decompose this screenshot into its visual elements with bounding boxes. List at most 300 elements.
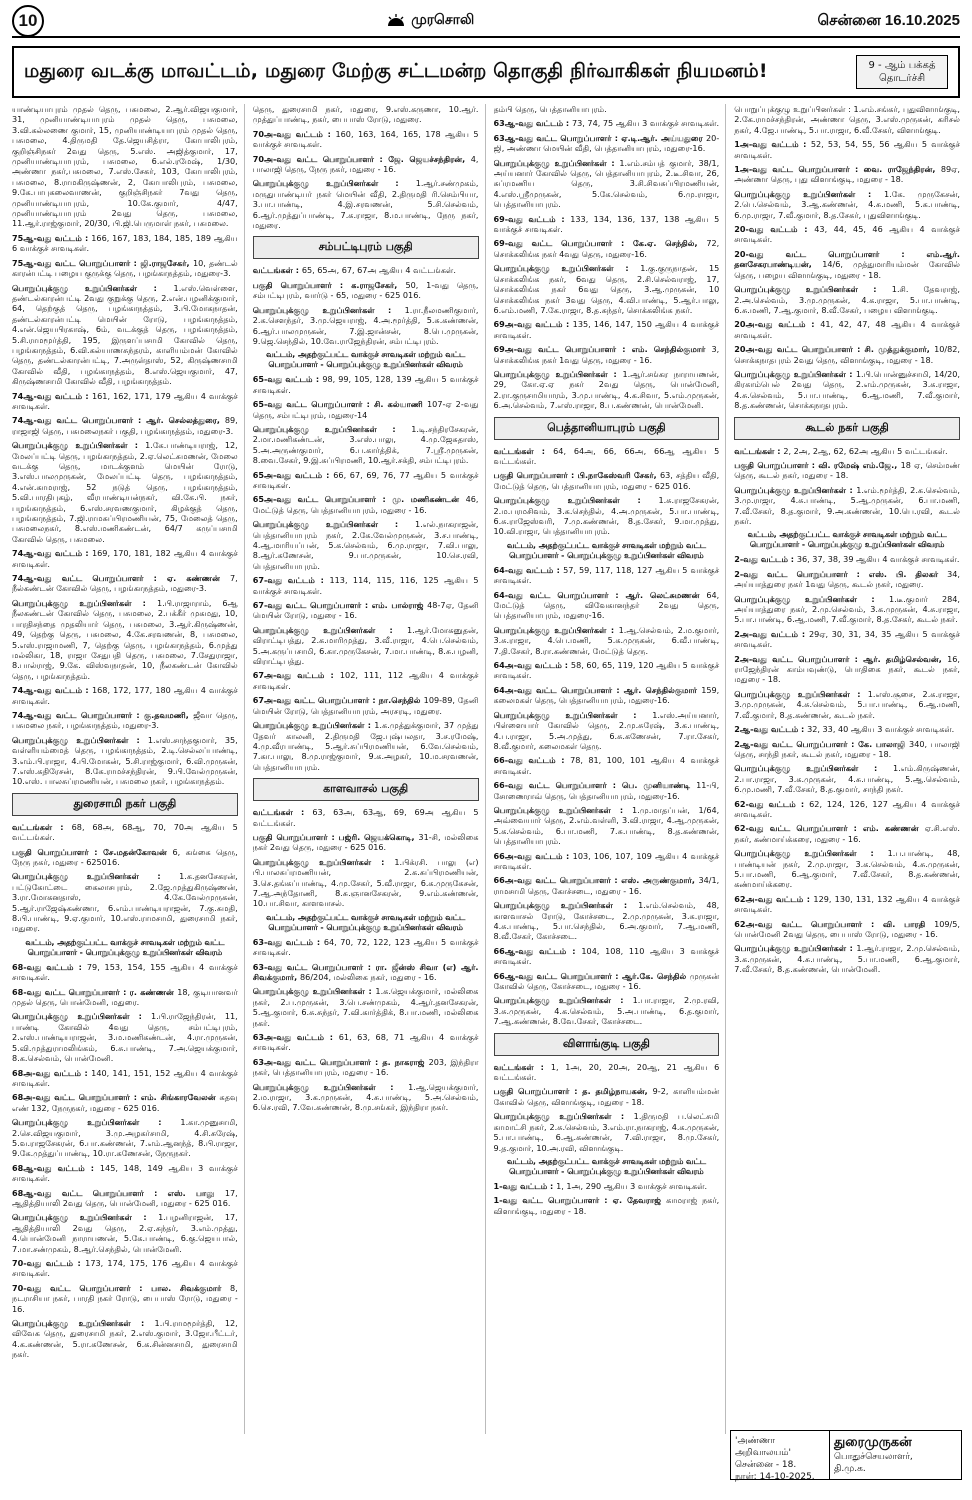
paragraph-lead: பொறுப்புக்குழு உறுப்பினர்கள் : xyxy=(493,624,619,635)
appointment-paragraph xyxy=(494,344,720,365)
paragraph-lead: 74ஆ-வது வட்ட பொறுப்பாளர் : கு.தவமணி, xyxy=(12,709,194,720)
appointment-paragraph xyxy=(494,710,720,752)
appointment-paragraph xyxy=(253,154,479,175)
paragraph-lead: பொறுப்புக்குழு உறுப்பினர்கள் : xyxy=(12,871,180,882)
paragraph-lead: 62-வது வட்டம் : xyxy=(734,798,810,809)
paragraph-lead: பொறுப்புக்குழு உறுப்பினர்கள் : xyxy=(734,188,884,199)
paragraph-text: 129, 130, 131, 132 ஆகிய 4 வாக்குச் சாவடிகள். xyxy=(734,893,960,915)
paragraph-lead: வட்டங்கள் : xyxy=(493,1061,551,1072)
paragraph-lead: பொறுப்புக்குழு உறுப்பினர்கள் : xyxy=(734,484,857,495)
paragraph-lead: 1அ-வது வட்டம் : xyxy=(734,139,811,150)
appointment-paragraph xyxy=(734,763,960,794)
issue-info xyxy=(731,1431,830,1482)
section-note: வட்டம், அதற்குட்பட்ட வாக்குச் சாவடிகள் மற்றும் வட்ட பொறுப்பாளர் - பொறுப்புக்குழு உறுப்பினர்கள் விவரம் xyxy=(747,530,947,550)
paragraph-lead: 2அ-வது வட்டம் : xyxy=(734,628,809,639)
appointment-paragraph xyxy=(253,424,479,466)
appointment-paragraph xyxy=(253,937,479,958)
paragraph-lead: 2அ-வது வட்ட பொறுப்பாளர் : ஆர். தமிழ்செல்வன், xyxy=(734,653,948,664)
appointment-paragraph xyxy=(734,799,960,820)
paragraph-text: 1.ஆர்.சங்கர நாராயணன், 29, கோ.ஏ.ஏ நகர் 2வது தெரு, பொன்மேனி, 2.ரா.குருசாமியாரம், 3.மு.பாண்டி, 4.க.சிவா, 5.எம்.முருகன், 6.அ.செல்வம், 7.எஸ்.ராஜா, 8.ப.கண்ணன், பொன்மேனி. xyxy=(493,368,720,411)
appointment-paragraph xyxy=(494,755,720,776)
signatory xyxy=(830,1431,961,1479)
paragraph-text: 1.ஆர்.சண்முகம், மருதுபாண்டியர் நகர் மெயின் வீதி, 2.திருமதி ரி.செம்பியா, 3.பா.பாண்டி, 4.இ.சரவணன், 5.சி.செல்வம், 6.ஆர்.முத்துப்பாண்டி, 7.க.ராஜா, 8.ம.பாண்டி, நேரு நகர், மதுரை. xyxy=(252,178,479,231)
paragraph-text: 64, 64அ, 66, 66அ, 66ஆ ஆகிய 5 வட்டங்கள். xyxy=(493,445,720,466)
paragraph-text: 6, கங்கை தெரு, நேரு நகர், மதுரை - 625016. xyxy=(12,846,238,867)
city: சென்னை xyxy=(817,11,881,29)
paragraph-lead: 68அ-வது வட்டம் : xyxy=(12,1067,92,1078)
paragraph-text: 14/6, முத்துமாரியம்மன் கோவில் தெரு, பழைய விளாங்குடி, மதுரை - 18. xyxy=(734,259,960,280)
paragraph-lead: 2ஆ-வது வட்ட பொறுப்பாளர் : கே. பாலாஜி xyxy=(734,738,910,749)
paragraph-text: 1.எம்.செல்வம், 48, காளவாசல் ரோடு, கோச்சடை, 2.மு.முருகன், 3.க.ராஜா, 4.சு.பாண்டி, 5.பா.செந்தில், 6.அ.குமார், 7.ஆ.மணி, 8.வீ.சேகர், கோச்சடை. xyxy=(493,900,720,942)
appointment-paragraph xyxy=(12,710,238,731)
paragraph-text: 1.பி.ராஜேந்திரன், 11, பாண்டி கோவில் 4வது தெரு, சம்பட்டிபுரம், 2.எஸ்.பாண்டியராஜன், 3.ம.மணிகண்டன், 4.ரா.முருகன், 5.வி.முத்துராமலிங்கம், 6.சு.பாண்டி, 7.அ.ஜெயக்குமார், 8.க.செல்வம், பொன்மேனி. xyxy=(12,1011,238,1064)
paragraph-text: 9-2, காளியம்மன் கோவில் தெரு, விளாங்குடி, மதுரை - 18. xyxy=(493,1086,720,1107)
paragraph-text: 17, ஆதித்தியாலி 2வது தெரு, பொன்மேனி, மதுரை - 625 016. xyxy=(12,1187,238,1208)
paragraph-lead: பகுதி பொறுப்பாளர் : க.ராஜசேகர், xyxy=(252,279,406,290)
appointment-paragraph xyxy=(253,807,479,828)
paragraph-text: 1.பழனிராஜன், 17, ஆதித்தியாலி 2வது தெரு, 2.ஏ.சுந்தர், 3.எம்.முத்து, 4.பொன்மேனி நாராயணன், 5.கே.பாண்டி, 6.கு.ஜெயபால், 7.மா.சண்முகம், 8.ஆர்.செந்தில், பொன்மேனி. xyxy=(12,1212,238,1254)
paragraph-text: 11-பி, சோணைராவ் தெரு, பெத்தானியாபுரம், மதுரை-16. xyxy=(493,780,720,801)
appointment-paragraph xyxy=(253,265,479,275)
paragraph-lead: பொறுப்புக்குழு உறுப்பினர்கள் : xyxy=(493,709,653,720)
paragraph-text: 1.எல்.நாகராஜன், பெத்தானியாபுரம் நகர், 2.கே.வேல்முருகன், 3.ச.பாண்டி, 4.ஆ.மாரியப்பன், 5.க.செல்வம், 6.மு.ராஜா, 7.வி.பாலு, 8.ஆர்.கணேசன், 9.பா.முருகன், 10.செ.ரவி, பெத்தானியாபுரம். xyxy=(252,519,479,571)
appointment-paragraph xyxy=(12,1212,238,1254)
paragraph-text: 34/1, ராமசாமி தெரு, கோச்சடை, மதுரை - 16. xyxy=(493,875,720,896)
section-note: வட்டம், அதற்குட்பட்ட வாக்குச் சாவடிகள் மற்றும் வட்ட பொறுப்பாளர் - பொறுப்புக்குழு உறுப்பினர்கள் விவரம் xyxy=(506,540,706,560)
appointment-paragraph xyxy=(494,319,720,340)
appointment-paragraph xyxy=(12,987,238,1008)
paragraph-lead: 65-வது வட்ட பொறுப்பாளர் : சி. கல்யாணி xyxy=(252,399,428,410)
paragraph-text: 8, நடராசியா நகர், பாரதி நகர் ரோடு, பைபாஸ் ரோடு, மதுரை - 16. xyxy=(12,1282,238,1314)
paragraph-lead: பொறுப்புக்குழு உறுப்பினர்கள் : xyxy=(252,856,395,867)
paragraph-text: 1.க.ஜெயக்குமார், மல்லிகை நகர், 2.ப.முருகன், 3.பெ.சண்முகம், 4.ஆர்.தனசேகரன், 5.ஆ.குமார், 6.சு.சுந்தர், 7.வி.கார்த்திக், 8.பா.மணி, மல்லிகை நகர். xyxy=(252,986,479,1028)
paragraph-text: 1.எஸ்.சூசை, 2.க.ராஜா, 3.மு.முருகன், 4.சு.செல்வம், 5.பா.பாண்டி, 6.ஆ.மணி, 7.வீ.குமார், 8.த.கண்ணன், கூடல் நகர். xyxy=(734,688,960,720)
appointment-paragraph xyxy=(734,894,960,915)
appointment-paragraph xyxy=(12,391,238,412)
paragraph-text: 78, 81, 100, 101 ஆகிய 4 வாக்குச் சாவடிகள். xyxy=(493,755,720,776)
appointment-paragraph xyxy=(494,495,720,537)
paragraph-lead: 64-வது வட்டம் : xyxy=(493,564,564,575)
paragraph-text: 109/5, பொன்மேனி 2வது தெரு, பைபாஸ் ரோடு, மதுரை - 16. xyxy=(734,918,960,939)
paragraph-lead: 68ஆ-வது வட்ட பொறுப்பாளர் : எஸ். பாலு xyxy=(12,1187,225,1198)
paragraph-text: 1.க.தனசேகரன், பட்டுகோட்டை கைலாசபுரம், 2.ஜே.முத்துகிருஷ்ணன், 3.ரா.மோகனதாஸ், 4.கே.வேல்முருகன், 5.ஆர்.ராஜேஷ்கண்ணா, 6.எம்.பாண்டியராஜன், 7.கு.சுமதி, 8.பி.பாண்டி, 9.ஏ.குமார், 10.எஸ்.ராமசாமி, துரைசாமி நகர், மதுரை. xyxy=(12,871,238,934)
appointment-paragraph xyxy=(12,1258,238,1279)
paragraph-text: 86/204, மல்லிகை நகர், மதுரை - 16. xyxy=(300,972,437,982)
paragraph-text: 64, மேட்டுத் தெரு, விவேகானந்தர் 2வது தெரு, பெத்தானியாபுரம், மதுரை-16. xyxy=(493,589,720,621)
paragraph-text: 52, 53, 54, 55, 56 ஆகிய 5 வாக்குச் சாவடிகள். xyxy=(734,139,960,160)
paragraph-text: 1.பா.ராஜா, 2.மு.ரவி, 3.சு.முருகன், 4.க.செல்வம், 5.அ.பாண்டி, 6.த.குமார், 7.ஆ.கண்ணன், 8.வே.சேகர், கோச்சடை. xyxy=(493,995,720,1027)
paragraph-lead: பகுதி பொறுப்பாளர் : பி.நாகேஸ்வரி சேகர், xyxy=(493,470,660,481)
paragraph-lead: 66ஆ-வது வட்ட பொறுப்பாளர் : ஆர்.கே. செந்தில் xyxy=(493,970,690,981)
paragraph-lead: 66ஆ-வது வட்டம் : xyxy=(493,945,582,956)
appointment-paragraph xyxy=(12,548,238,569)
appointment-paragraph xyxy=(12,962,238,983)
paragraph-text: 18 ஏ, செம்மண் தெரு, கூடல் நகர், மதுரை - 18. xyxy=(734,459,960,481)
section-note: வட்டம், அதற்குட்பட்ட வாக்குச் சாவடிகள் மற்றும் வட்ட பொறுப்பாளர் - பொறுப்புக்குழு உறுப்பினர்கள் விவரம் xyxy=(266,350,466,370)
appointment-paragraph xyxy=(494,1195,720,1216)
paragraph-lead: 20அ-வது வட்ட பொறுப்பாளர் : சி. முத்துக்குமார், xyxy=(734,344,935,355)
paragraph-text: 58, 60, 65, 119, 120 ஆகிய 5 வாக்குச் சாவடிகள். xyxy=(493,660,720,681)
appointment-paragraph xyxy=(253,519,479,571)
appointment-paragraph xyxy=(12,1188,238,1209)
paragraph-lead: பகுதி பொறுப்பாளர் : த. தமிழ்நாயகன், xyxy=(493,1086,653,1097)
paragraph-text: 89ஏ, அண்ணா தெரு, புது விளாங்குடி, மதுரை - 18. xyxy=(734,164,960,185)
paragraph-lead: பொறுப்புக்குழு உறுப்பினர்கள் : xyxy=(493,263,641,274)
paragraph-lead: 62-வது வட்ட பொறுப்பாளர் : எம். கண்ணன் xyxy=(734,823,925,834)
paragraph-lead: 66அ-வது வட்ட பொறுப்பாளர் : எஸ். அருண்குமார், xyxy=(493,875,699,886)
appointment-paragraph xyxy=(494,1086,720,1107)
paragraph-text: 140, 141, 151, 152 ஆகிய 4 வாக்குச் சாவடிகள். xyxy=(12,1067,238,1088)
paragraph-lead: பகுதி பொறுப்பாளர் : வி. ரமேஷ் எம்.ஜே., xyxy=(734,459,901,470)
paragraph-text: 34, அய்யாத்துரை நகர் 1வது தெரு, கூடல் நகர், மதுரை. xyxy=(734,568,960,590)
appointment-paragraph xyxy=(494,590,720,621)
appointment-paragraph xyxy=(494,946,720,967)
paragraph-text: 66, 67, 69, 76, 77 ஆகிய 5 வாக்குச் சாவடிகள். xyxy=(252,469,479,490)
paragraph-text: 50, 1-வது தெரு, சம்பட்டிபுரம், வார்டு - 65, மதுரை - 625 016. xyxy=(252,279,479,301)
paragraph-text: 104, 108, 110 ஆகிய 3 வாக்குச் சாவடிகள். xyxy=(493,945,720,967)
appointment-paragraph xyxy=(12,104,238,229)
appointment-paragraph xyxy=(734,104,960,135)
paragraph-text: 68, 68அ, 68ஆ, 70, 70அ ஆகிய 5 வட்டங்கள். xyxy=(12,821,238,843)
appointment-paragraph xyxy=(494,805,720,847)
paragraph-lead: 69-வது வட்ட பொறுப்பாளர் : கே.ஏ. செந்தில், xyxy=(493,238,707,249)
paragraph-lead: 1அ-வது வட்ட பொறுப்பாளர் : வை. ராஜேந்திரன், xyxy=(734,164,941,175)
paragraph-lead: 1-வது வட்டம் : xyxy=(493,1180,557,1191)
appointment-paragraph xyxy=(253,1082,479,1113)
signature-box xyxy=(730,1430,962,1480)
appointment-paragraph xyxy=(494,238,720,259)
paragraph-lead: பொறுப்புக்குழு உறுப்பினர்கள் : xyxy=(12,597,157,608)
appointment-paragraph xyxy=(734,139,960,160)
paragraph-lead: 65அ-வது வட்டம் : xyxy=(252,469,334,480)
paragraph-text: 2, 2அ, 2ஆ, 62, 62அ ஆகிய 5 வட்டங்கள். xyxy=(783,445,948,456)
paragraph-text: 161, 162, 171, 179 ஆகிய 4 வாக்குச் சாவடிகள். xyxy=(12,390,238,411)
paragraph-lead: 74ஆ-வது வட்டம் : xyxy=(12,548,92,559)
appointment-paragraph xyxy=(12,1283,238,1314)
paragraph-text: 168, 172, 177, 180 ஆகிய 4 வாக்குச் சாவடிகள். xyxy=(12,685,238,706)
paragraph-text: 1.ஆர்.மோகனுதன், விராட்டிபத்து, 2.க.மாரிமுத்து, 3.வீ.ராஜா, 4.பெ.செல்வம், 5.அ.கருப்பசாமி, 6.கா.முருகேசன், 7.மா.பாண்டி, 8.சு.பழனி, விராட்டிபத்து. xyxy=(252,624,479,667)
paragraph-text: 48-7ஏ, தேனி மெயின் ரோடு, மதுரை - 16. xyxy=(252,600,479,621)
section-heading: காளவாசல் பகுதி xyxy=(253,778,479,801)
paragraph-text: 1.எம்.சம்பத் குமார், 38/1, அய்யனார் கோவில் தெரு, பெத்தானியாபுரம், 2.டீ.சிவா, 26, சுப்ரமணிய தெரு, 3.சி.சிவசுப்பிரமணியன், 4.எஸ்.ஸ்ரீமுருகன், 5.கே.செல்வம், 6.மு.ராஜா, பெத்தானியாபுரம். xyxy=(493,157,720,210)
appointment-paragraph xyxy=(12,598,238,681)
column-2 xyxy=(253,104,486,1434)
appointment-paragraph xyxy=(494,470,720,491)
paragraph-text: 57, 59, 117, 118, 127 ஆகிய 5 வாக்குச் சாவடிகள். xyxy=(493,564,720,586)
section-note: வட்டம், அதற்குட்பட்ட வாக்குச் சாவடிகள் மற்றும் வட்ட பொறுப்பாளர் - பொறுப்புக்குழு உறுப்பினர்கள் விவரம் xyxy=(25,937,225,957)
paragraph-lead: பொறுப்புக்குழு உறுப்பினர்கள் : xyxy=(734,284,892,295)
appointment-paragraph xyxy=(12,415,238,436)
paragraph-lead: 70அ-வது வட்ட பொறுப்பாளர் : ஜே. ஜெயச்சந்திரன், xyxy=(252,153,471,164)
appointment-paragraph xyxy=(494,446,720,467)
signer-designation: பொதுச்செயலாளர், xyxy=(834,1452,913,1462)
appointment-paragraph xyxy=(12,1068,238,1089)
paragraph-text: 166, 167, 183, 184, 185, 189 ஆகிய 6 வாக்குச் சாவடிகள். xyxy=(12,232,238,254)
paragraph-text: 1.ஆர்.ராஜா, 2.மு.செல்வம், 3.க.முருகன், 4.சு.பாண்டி, 5.பா.மணி, 6.ஆ.குமார், 7.வீ.சேகர், 8.த.கண்ணன், பொன்மேனி. xyxy=(734,943,960,975)
appointment-paragraph xyxy=(734,189,960,220)
appointment-paragraph xyxy=(494,214,720,235)
appointment-paragraph xyxy=(253,670,479,691)
paragraph-lead: பொறுப்புக்குழு உறுப்பினர்கள் : xyxy=(12,734,148,745)
paragraph-text: 31-சி, மல்லிகை நகர் 2வது தெரு, மதுரை - 625 016. xyxy=(252,831,479,853)
paragraph-lead: பொறுப்புக்குழு உறுப்பினர்கள் : xyxy=(12,440,146,451)
paragraph-lead: பொறுப்புக்குழு உறுப்பினர்கள் : xyxy=(493,157,620,168)
paragraph-text: 7, நீல்கண்டன் கோவில் தெரு, பழங்காநத்தம், மதுரை-3. xyxy=(12,573,238,594)
paragraph-text: 1.எஸ்.வெள்ளை, தண்டல்காரன்பட்டி 2வது குறுக்கு தெரு, 2.என்.பழனிக்குமார், 64, தெற்குத் தெரு, பழங்காநத்தம், 3.பி.மோகநாதன், தண்டல்காரன்பட்டி மெயின் ரோடு, பழங்காநத்தம், 4.என்.ஜெயபிரகாஷ், 6ம், வடக்குத் தெரு, பழங்காநத்தம், 5.சி.ராமமூர்த்தி, 195, இருளப்பசாமி கோவில் தெரு, பழங்காநத்தம், 6.வி.கல்யாணசுந்தரம், காளியம்மன் கோவில் தெரு, தண்டல்காரன்பட்டி, 7.அருள்தாஸ், 52, கிருஷ்ணசாமி கோவில் வீதி, பழங்காநத்தம், 8.எஸ்.ஜெயகுமார், 47, கிருஷ்ணசாமி கோவில் வீதி, பழங்காநத்தம். xyxy=(12,282,238,387)
paragraph-lead: வட்டங்கள் : xyxy=(252,265,302,276)
appointment-paragraph xyxy=(494,971,720,992)
appointment-paragraph xyxy=(734,344,960,365)
paragraph-lead: 68-வது வட்டம் : xyxy=(12,961,87,972)
appointment-paragraph xyxy=(494,565,720,586)
paragraph-lead: 63-வது வட்டம் : xyxy=(252,936,324,947)
paragraph-lead: பகுதி பொறுப்பாளர் : பஜ்ரி. ஜெயக்கொடி, xyxy=(252,831,419,842)
paragraph-lead: பகுதி பொறுப்பாளர் : சே.மதன்கோவன் xyxy=(12,846,173,857)
paragraph-lead: 20-வது வட்டம் : xyxy=(734,224,815,235)
paragraph-text: 1.கே.பாண்டியராஜ், 12, மேலப்பட்டி தெரு, பழங்காநத்தம், 2.ஏ.லெட்சுமணன், மேலை வடக்கு தெரு, மாடக்குளம் மெயின் ரோடு, 3.எஸ்.பாலமுருகன், மேலப்பட்டி தெரு, பழங்காநத்தம், 4.என்.காமராஜ், 52 நடுத் தெரு, பழங்காநத்தம், 5.வி.பாரதிபுகழ், வீரபாண்டியன்நகர், வி.கே.பி. நகர், பழங்காநத்தம், 6.எஸ்.சரவணகுமார், கிழக்குத் தெரு, பழங்காநத்தம், 7.ஜி.ராமசுப்பிரமணியன், 75, மேலைத் தெரு, பசுமலைநகர், 8.எஸ்.மணிகண்டன், 64/7 கருப்பசாமி கோவில் தெரு, பசுமலை. xyxy=(12,440,238,544)
paragraph-lead: 67அ-வது வட்டம் : xyxy=(252,670,340,681)
rising-sun-icon xyxy=(387,14,405,28)
section-note: வட்டம், அதற்குட்பட்ட வாக்குச் சாவடிகள் மற்றும் வட்ட பொறுப்பாளர் - பொறுப்புக்குழு உறுப்பினர்கள் விவரம் xyxy=(266,912,466,932)
appointment-paragraph xyxy=(253,399,479,420)
paragraph-lead: 74ஆ-வது வட்ட பொறுப்பாளர் : ஏ. கண்ணன் xyxy=(12,573,231,584)
appointment-paragraph xyxy=(734,943,960,974)
paragraph-text: 1.எம்.கிருஷ்ணன், 2.பா.ராஜா, 3.க.முருகன், 4.சு.பாண்டி, 5.ஆ.செல்வம், 6.மு.மணி, 7.வீ.சேகர், 8.த.குமார், சாந்தி நகர். xyxy=(734,763,960,795)
signer-name: துரைமுருகன் xyxy=(834,1435,912,1450)
appointment-paragraph xyxy=(734,823,960,844)
appointment-paragraph xyxy=(494,133,720,154)
paragraph-text: 16, ராஜேந்திரன் காம்பவுண்டு, பொதிகை நகர், கூடல் நகர், மதுரை - 18. xyxy=(734,653,960,685)
paragraph-lead: பொறுப்புக்குழு உறுப்பினர்கள் : xyxy=(734,368,856,379)
paragraph-lead: 74ஆ-வது வட்டம் : xyxy=(12,685,92,696)
appointment-paragraph xyxy=(253,178,479,230)
dateline xyxy=(817,12,960,31)
paragraph-text: 98, 99, 105, 128, 139 ஆகிய 5 வாக்குச் சாவடிகள். xyxy=(252,374,479,395)
appointment-paragraph xyxy=(253,695,479,716)
paper-name: முரசொலி xyxy=(411,12,475,28)
paragraph-text: பொறுப்புக்குழு உறுப்பினர்கள் : 1.எம்.சங்கர், புதுவிளாங்குடி, 2.கே.ராமச்சந்திரன், அண்ணா தெரு, 3.எஸ்.முருகன், கரிசல் நகர், 4.ஜே.பாண்டி, 5.பா.ராஜா, 6.வீ.சேகர், விளாங்குடி. xyxy=(734,104,960,135)
appointment-paragraph xyxy=(12,573,238,594)
appointment-paragraph xyxy=(494,685,720,706)
appointment-paragraph xyxy=(12,440,238,544)
paragraph-lead: 62அ-வது வட்ட பொறுப்பாளர் : வி. பாரதி xyxy=(734,918,935,929)
paragraph-text: 1.சு.ராஜசேகரன், 2.ம.பரமசிவம், 3.க.செந்தில், 4.அ.முருகன், 5.பா.பாண்டி, 6.சு.ராஜேஸ்வரி, 7.மு.கண்ணன், 8.த.சேகர், 9.மா.முத்து, 10.வி.ராஜா, பெத்தானியாபுரம். xyxy=(493,495,720,537)
appointment-paragraph xyxy=(734,594,960,625)
paragraph-lead: 20-வது வட்ட பொறுப்பாளர் : எம்.ஆர். தனசேகரபாண்டியன், xyxy=(734,248,960,270)
paragraph-text: 1.சி. தேவராஜ், 2.அ.செல்வம், 3.மு.முருகன், 4.க.ராஜா, 5.பா.பாண்டி, 6.சு.மணி, 7.ஆ.குமார், 8.வீ.சேகர், பழைய விளாங்குடி. xyxy=(734,284,960,315)
paragraph-lead: 68அ-வது வட்ட பொறுப்பாளர் : எம். சிங்காரவேலன் xyxy=(12,1092,220,1103)
appointment-paragraph xyxy=(494,625,720,656)
section-heading: கூடல் நகர் பகுதி xyxy=(734,417,960,440)
paragraph-text: 1, 1அ, 20, 20அ, 20ஆ, 21 ஆகிய 6 வட்டங்கள். xyxy=(493,1061,720,1083)
paragraph-text: முருகன் கோவில் தெரு, கோச்சடை, மதுரை - 16. xyxy=(493,970,720,992)
appointment-paragraph xyxy=(734,460,960,481)
paragraph-lead: பொறுப்புக்குழு உறுப்பினர்கள் : xyxy=(12,282,174,293)
appointment-paragraph xyxy=(253,129,479,150)
appointment-paragraph xyxy=(734,319,960,340)
appointment-paragraph xyxy=(494,118,720,128)
paragraph-lead: பொறுப்புக்குழு உறுப்பினர்கள் : xyxy=(493,495,659,506)
paragraph-lead: 74ஆ-வது வட்ட பொறுப்பாளர் : ஆர். செல்லத்துரை, xyxy=(12,415,225,426)
paragraph-text: 89, ராஜாஜி தெரு, பசுமலைநகர் பகுதி, பழங்காநத்தம், மதுரை-3. xyxy=(12,415,238,436)
appointment-paragraph xyxy=(734,689,960,720)
issue-date: 16.10.2025 xyxy=(884,11,960,29)
appointment-paragraph xyxy=(12,822,238,843)
paragraph-text: காமராஜ் நகர், விளாங்குடி, மதுரை - 18. xyxy=(493,1195,720,1216)
paragraph-text: 1.பிக்ரசி. பாலு (எ) பி.பாலசுப்ரமணியன், 2.க.சுப்பிரமணியன், 3.செ.தங்கப்பாண்டி, 4.மு.சேகர், 5.வீ.ராஜா, 6.க.முருகேசன், 7.ஆ.அந்தோணி, 8.சு.ஞானசேகரன், 9.எம்.கண்ணன், 10.பா.சிவா, காளவாசல். xyxy=(252,856,479,909)
paragraph-lead: பொறுப்புக்குழு உறுப்பினர்கள் : xyxy=(12,1212,159,1223)
paragraph-text: 103, 106, 107, 109 ஆகிய 4 வாக்குச் சாவடிகள். xyxy=(493,850,720,871)
paragraph-lead: பொறுப்புக்குழு உறுப்பினர்கள் : xyxy=(252,178,416,189)
appointment-paragraph xyxy=(494,900,720,942)
column-4 xyxy=(734,104,960,1434)
section-heading: துரைசாமி நகர் பகுதி xyxy=(12,793,238,816)
appointment-paragraph xyxy=(494,1181,720,1191)
appointment-paragraph xyxy=(12,871,238,933)
paragraph-text: 109-89, தேனி மெயின் ரோடு, பெத்தானியாபுரம், அரசரடி, மதுரை. xyxy=(252,695,479,716)
paragraph-text: 1, 1அ, 290 ஆகிய 3 வாக்குச் சாவடிகள். xyxy=(556,1180,708,1191)
appointment-paragraph xyxy=(734,224,960,245)
appointment-paragraph xyxy=(12,1011,238,1063)
paragraph-lead: 69அ-வது வட்ட பொறுப்பாளர் : எம். செந்தில்குமார் xyxy=(493,344,712,355)
appointment-paragraph xyxy=(12,258,238,279)
paragraph-lead: பொறுப்புக்குழு உறுப்பினர்கள் : xyxy=(252,624,407,635)
paragraph-text: 64, 70, 72, 122, 123 ஆகிய 5 வாக்குச் சாவடிகள். xyxy=(252,936,479,958)
paragraph-lead: வட்டங்கள் : xyxy=(734,445,784,456)
paragraph-lead: பொறுப்புக்குழு உறுப்பினர்கள் : xyxy=(734,763,893,774)
paragraph-text: 133, 134, 136, 137, 138 ஆகிய 5 வாக்குச் சாவடிகள். xyxy=(493,213,720,235)
paragraph-text: 72, சொக்கலிங்க நகர் 4வது தெரு, மதுரை-16. xyxy=(493,238,720,259)
paragraph-text: 203, இந்திரா நகர், பெத்தானியாபுரம், மதுரை - 16. xyxy=(252,1056,479,1078)
appointment-paragraph xyxy=(12,735,238,787)
appointment-paragraph xyxy=(734,848,960,890)
paragraph-lead: பொறுப்புக்குழு உறுப்பினர்கள் : xyxy=(252,1081,409,1092)
appointment-paragraph xyxy=(12,283,238,387)
paragraph-text: 73, 74, 75 ஆகிய 3 வாக்குச் சாவடிகள். xyxy=(571,118,720,129)
appointment-paragraph xyxy=(494,851,720,872)
paragraph-text: 79, 153, 154, 155 ஆகிய 4 வாக்குச் சாவடிகள். xyxy=(12,961,238,983)
paragraph-lead: 66-வது வட்ட பொறுப்பாளர் : பெ. முனியாண்டி xyxy=(493,780,697,791)
paragraph-text: 159, கலைமகள் தெரு, பெத்தானியாபுரம், மதுரை-16. xyxy=(493,684,720,706)
appointment-paragraph xyxy=(494,660,720,681)
paragraph-text: 10, தண்டல் காரன்பட்டி பழைய குருக்கு தெரு, பழங்காநத்தம், மதுரை-3. xyxy=(12,257,238,279)
paragraph-text: 1.எம்.மூர்த்தி, 2.க.செல்வம், 3.மு.ராஜா, 4.சு.பாண்டி, 5.ஆ.முருகன், 6.பா.மணி, 7.வீ.சேகர், 8.த.குமார், 9.அ.கண்ணன், 10.பெ.ரவி, கூடல் நகர். xyxy=(734,484,960,526)
paragraph-text: 1.கு.குருநாதன், 15 சொக்கலிங்க நகர், 6வது தெரு, 2.சி.செல்வராஜ், 17, சொக்கலிங்க நகர் 6வது தெரு, 3.ஆ.முருகன், 10 சொக்கலிங்க நகர் 3வது தெரு, 4.வி.பாண்டி, 5.ஆர்.பாலு, 6.எம்.மணி, 7.கே.ராஜா, 8.த.சுந்தர், சொக்கலிங்க நகர். xyxy=(493,263,720,315)
office-city: சென்னை - 18. xyxy=(735,1460,797,1470)
appointment-paragraph xyxy=(12,1117,238,1159)
paragraph-text: 20-ஜி, அண்ணா மெயின் வீதி, பெத்தானியாபுரம், மதுரை-16. xyxy=(493,132,720,154)
section-heading: சம்பட்டிபுரம் பகுதி xyxy=(253,236,479,259)
appointment-paragraph xyxy=(494,780,720,801)
paragraph-lead: 64-வது வட்ட பொறுப்பாளர் : ஆர். லெட்சுமணன் xyxy=(493,589,707,600)
paragraph-text: 3, சொக்கலிங்க நகர் 1வது தெரு, மதுரை - 16. xyxy=(493,344,720,365)
headline-banner xyxy=(12,46,960,98)
appointment-paragraph xyxy=(494,1062,720,1083)
paragraph-text: யாண்டியாபுரம் முதல் தெரு, பசுமலை, 2.ஆர்.விஜயகுமார், 31, முனியாண்டியாபுரம் முதல் தெரு, பசுமலை, 3.வி.கல்லணை குமார், 15, முனியாண்டியாபுரம் முதல் தெரு, பசுமலை, 4.திருமதி தே.ஜெயசித்ரா, கோபாலிபுரம், குறிஞ்சிநகர் 2வது தெரு, 5.எஸ். அஜித்குமார், 17, முனியாண்டியாபுரம், பசுமலை, 6.எல்.ரமேஷ், 1/30, அண்ணா நகர்,பசுமலை, 7.எஸ்.சேகர், 103, கோபாலிபுரம், பசுமலை, 8.ராமகிருஷ்ணன், 2, கோபாலிபுரம், பசுமலை, 9.கே.பாபுகலைவாணன், குறிஞ்சிநகர் 7வது தெரு, முனியாண்டியாபுரம், 10.கே.குமார், 4/47, முனியாண்டியாபுரம் 2வது தெரு, பசுமலை, 11.ஆர்.ராஜ்குமார், 20/30, பி.ஜி.பெருமாள் நகர், பசுமலை. xyxy=(12,104,238,229)
paragraph-lead: 63அ-வது வட்டம் : xyxy=(252,1032,339,1043)
paragraph-text: 1.எஸ்.அய்யனார், பிள்ளையார் கோவில் தெரு, 2.மு.சுரேஷ், 3.க.பாண்டி, 4.ப.ராஜா, 5.அ.முத்து, 6.சு.கணேசன், 7.ரா.சேகர், 8.வீ.குமார், கலைமகள் தெரு. xyxy=(493,709,720,751)
appointment-paragraph xyxy=(253,625,479,667)
appointment-paragraph xyxy=(253,305,479,347)
party-name: தி.மு.க. xyxy=(834,1464,866,1474)
paragraph-text: 65, 65அ, 67, 67அ ஆகிய 4 வட்டங்கள். xyxy=(301,265,456,276)
paragraph-text: 1.எஸ்.சாந்தகுமார், 35, வள்ளியம்மைத் தெரு, பழங்காநத்தம், 2.டி.செல்லப்பாண்டி, 3.எம்.பி.ராஜா, 4.பி.மோகன், 5.சி.ராஜ்குமார், 6.வி.முருகன், 7.எஸ்.கதிரேசன், 8.கே.ராமச்சந்திரன், 9.பி.வேல்முருகன், 10.எஸ். பாலசுப்ரமணியன், பசுமலை நகர், பழங்காநத்தம். xyxy=(12,734,238,787)
paragraph-lead: வட்டங்கள் : xyxy=(252,807,313,818)
signed-date: நாள்: 14-10-2025. xyxy=(735,1472,815,1482)
paragraph-text: 1.ரா.நீலமணிகுமார், 2.க.சௌந்தர், 3.மு.ஜெயராஜ், 4.அ.மூர்த்தி, 5.சு.கண்ணன், 6.ஆர்.பாலமுருகன், 7.இ.ஜான்சன், 8.பெ.முருகன், 9.ஜெ.செந்தில், 10.வே.ராஜேந்திரன், சம்பட்டிபுரம். xyxy=(252,304,479,346)
column-1 xyxy=(12,104,245,1434)
appointment-paragraph xyxy=(494,1111,720,1153)
paragraph-text: 173, 174, 175, 176 ஆகிய 4 வாக்குச் சாவடிகள். xyxy=(12,1258,238,1279)
paragraph-lead: 20அ-வது வட்டம் : xyxy=(734,319,821,330)
paragraph-text: 18, குடியானவர் முதல் தெரு, பொன்மேனி, மதுரை. xyxy=(12,986,238,1008)
paragraph-lead: பொறுப்புக்குழு உறுப்பினர்கள் : xyxy=(493,900,639,911)
appointment-paragraph xyxy=(253,857,479,909)
appointment-paragraph xyxy=(734,569,960,590)
paragraph-text: 1.ஆ.ஜெயக்குமார், 2.ம.ராஜா, 3.க.முருகன், 4.சு.பாண்டி, 5.அ.செல்வம், 6.செ.ரவி, 7.வே.கண்ணன், 8.மு.சங்கர், இந்திரா நகர். xyxy=(252,1081,479,1113)
paragraph-text: 1.டி.சந்திரசேகரன், 2.மா.மணிகண்டன், 3.எஸ்.பாலு, 4.மு.ஜேசுதாஸ், 5.அ.அருண்குமார், 6.ப.கார்த்திக், 7.ஸ்ரீ.முருகன், 8.வை.சேகர், 9.இ.சுப்பிரமணி, 10.ஆர்.சக்தி, சம்பட்டிபுரம். xyxy=(252,423,479,466)
paragraph-text: 160, 163, 164, 165, 178 ஆகிய 5 வாக்குச் சாவடிகள். xyxy=(252,128,479,150)
paragraph-text: 145, 148, 149 ஆகிய 3 வாக்குச் சாவடிகள். xyxy=(12,1162,238,1184)
paragraph-lead: பொறுப்புக்குழு உறுப்பினர்கள் : xyxy=(493,1111,634,1122)
paragraph-lead: 67அ-வது வட்ட பொறுப்பாளர் : நா.செந்தில் xyxy=(252,695,424,706)
paragraph-lead: 63அ-வது வட்ட பொறுப்பாளர் : த. நாகராஜ் xyxy=(252,1056,429,1067)
paragraph-lead: 65அ-வது வட்ட பொறுப்பாளர் : மு. மணிகண்டன் xyxy=(252,494,466,505)
paragraph-text: 41, 42, 47, 48 ஆகிய 4 வாக்குச் சாவடிகள். xyxy=(734,319,960,340)
paragraph-lead: 2ஆ-வது வட்டம் : xyxy=(734,724,808,735)
paragraph-lead: 66அ-வது வட்டம் : xyxy=(493,850,573,861)
paragraph-lead: பொறுப்புக்குழு உறுப்பினர்கள் : xyxy=(252,423,412,434)
section-heading: பெத்தானியாபுரம் பகுதி xyxy=(494,417,720,440)
appointment-paragraph xyxy=(12,1092,238,1113)
appointment-paragraph xyxy=(253,470,479,491)
appointment-paragraph xyxy=(494,158,720,210)
paragraph-lead: 67-வது வட்டம் : xyxy=(252,575,330,586)
paragraph-text: 63, சத்திய வீதி, மேட்டுத் தெரு, பெத்தானியாபுரம், மதுரை - 625 016. xyxy=(493,470,720,491)
appointment-paragraph xyxy=(494,263,720,315)
paragraph-text: 1.க.முத்துக்குமார், 37 முத்து தேவர் காலனி, 2.திருமதி ஜே.புஷ்பலதா, 3.ச.ரமேஷ், 4.மு.வீரபாண்டி, 5.ஆர்.சுப்பிரமணியன், 6.வே.செல்வம், 7.கா.பாலு, 8.மு.ராஜ்குமார், 9.க.அழகர், 10.ம.சரவணன், பெத்தானியாபுரம். xyxy=(252,720,479,772)
appointment-paragraph xyxy=(12,685,238,706)
paragraph-text: 43, 44, 45, 46 ஆகிய 4 வாக்குச் சாவடிகள். xyxy=(734,224,960,245)
paragraph-lead: 66-வது வட்டம் : xyxy=(493,755,571,766)
paragraph-text: கதவு எண் 132, நேருநகர், மதுரை - 625 016. xyxy=(12,1092,238,1113)
paragraph-lead: 63ஆ-வது வட்டம் : xyxy=(493,118,572,129)
paragraph-lead: பொறுப்புக்குழு உறுப்பினர்கள் : xyxy=(734,848,888,859)
paragraph-text: 1.ஆ.செல்வம், 2.ம.குமார், 3.சு.ராஜா, 4.பெ.மணி, 5.க.முருகன், 6.வீ.பாண்டி, 7.தி.சேகர், 8.ரா.கண்ணன், மேட்டுத் தெரு. xyxy=(493,624,720,656)
paragraph-lead: பொறுப்புக்குழு உறுப்பினர்கள் : xyxy=(734,593,889,604)
paragraph-text: 1.பி.ராஜாராம், 6ஆ நீலகண்டன் கோவில் தெரு, பசுமலை, 2.பக்கீர் முகமது, 10, பாரதிசந்தை முதலியார் தெரு, பசுமலை, 3.ஆர்.கிருஷ்ணன், 49, தெற்கு தெரு, பசுமலை, 4.கே.சரவணன், 8, பசுமலை, 5.எஸ்.ராஜாமணி, 7, தெற்கு தெரு, பழங்காநத்தம், 6.முத்து மல்லிகா, 18, ராஜா சேதுபதி தெரு, பசுமலை, 7.சேதுராஜா, 8.பால்ராஜ், 9.கே. விஸ்வநாதன், 10, நீலகண்டன் கோவில் தெரு, பழங்காநத்தம். xyxy=(12,597,238,681)
appointment-paragraph xyxy=(494,995,720,1026)
paragraph-text: தம்பி தெரு, பெத்தானியாபுரம். xyxy=(493,104,607,114)
paragraph-lead: 70அ-வது வட்டம் : xyxy=(252,128,336,139)
appointment-paragraph xyxy=(253,494,479,515)
page-header xyxy=(12,6,960,38)
column-3 xyxy=(494,104,727,1434)
appointment-paragraph xyxy=(734,654,960,685)
paragraph-lead: வட்டங்கள் : xyxy=(493,445,554,456)
appointment-paragraph xyxy=(12,233,238,254)
appointment-paragraph xyxy=(12,1318,238,1360)
masthead xyxy=(44,12,817,30)
paragraph-lead: 65-வது வட்டம் : xyxy=(252,374,323,385)
paragraph-text: 1.மு.மாதப்பன், 1/64, அவ்வையார் தெரு, 2.எம்.வள்ளி, 3.வி.ராஜா, 4.ஆ.முருகன், 5.க.செல்வம், 6.பா.மணி, 7.சு.பாண்டி, 8.த.கண்ணன், பெத்தானியாபுரம். xyxy=(493,804,720,847)
section-note: வட்டம், அதற்குட்பட்ட வாக்குச் சாவடிகள் மற்றும் வட்ட பொறுப்பாளர் - பொறுப்புக்குழு உறுப்பினர்கள் விவரம் xyxy=(506,1156,706,1176)
paragraph-text: 10/82, சொக்கநாதபுரம் 2வது தெரு, விளாங்குடி, மதுரை - 18. xyxy=(734,344,960,365)
paragraph-lead: 62அ-வது வட்டம் : xyxy=(734,893,814,904)
paragraph-lead: 68-வது வட்ட பொறுப்பாளர் : ர. கண்ணன் xyxy=(12,986,178,997)
appointment-paragraph xyxy=(734,284,960,315)
paragraph-lead: பொறுப்புக்குழு உறுப்பினர்கள் : xyxy=(12,1011,151,1022)
